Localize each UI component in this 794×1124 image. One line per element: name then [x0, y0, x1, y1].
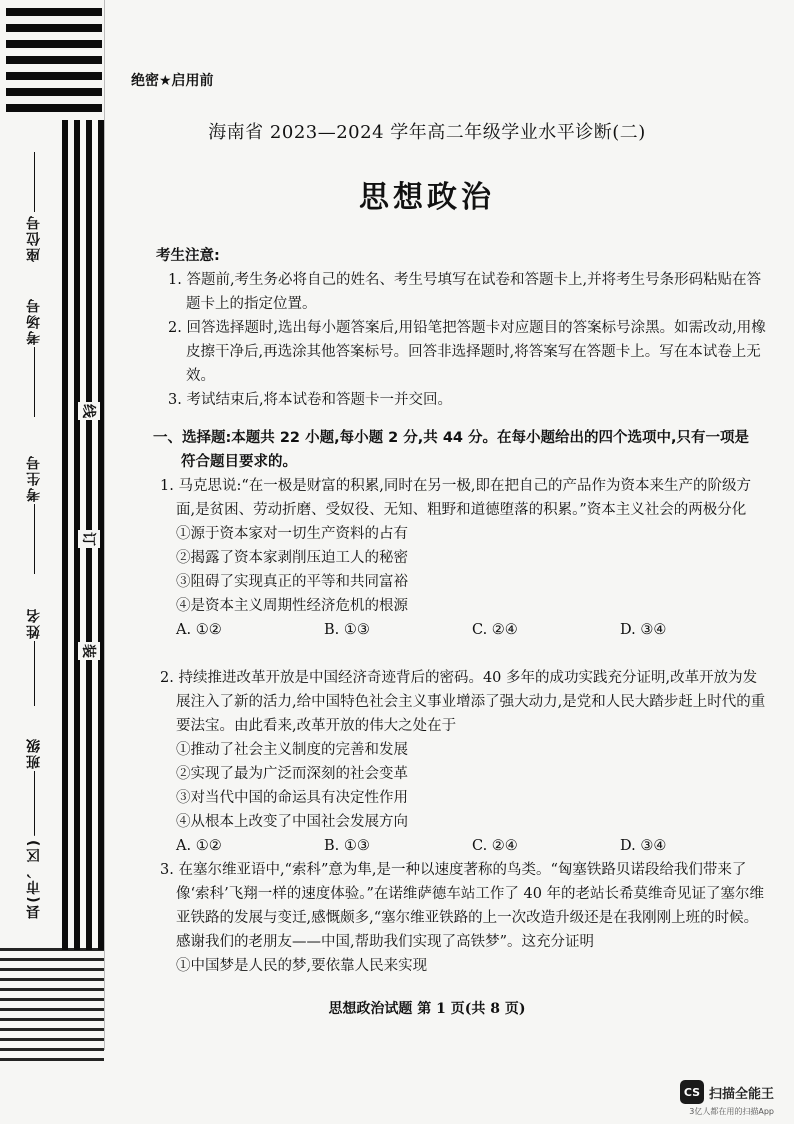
answer-choice: A. ①② [176, 838, 222, 854]
answer-choice: D. ③④ [620, 622, 667, 638]
seat-number-label: 座位号 [26, 214, 42, 262]
staple-mark: 订 [78, 530, 100, 548]
exam-room-field [14, 295, 54, 417]
scanner-watermark [680, 1080, 774, 1104]
section-heading-line: 一、选择题:本题共 22 小题,每小题 2 分,共 44 分。在每小题给出的四个选项中,只有一项是 [153, 430, 750, 446]
name-field [14, 605, 54, 706]
question-option: ④是资本主义周期性经济危机的根源 [176, 598, 408, 614]
candidate-notice [156, 244, 766, 412]
answer-choice: A. ①② [176, 622, 222, 638]
section-heading [153, 426, 763, 474]
notice-item: 3. 考试结束后,将本试卷和答题卡一并交回。 [168, 392, 453, 408]
question-option: ①中国梦是人民的梦,要依靠人民来实现 [176, 958, 428, 974]
page-footer: 思想政治试题 第 1 页(共 8 页) [328, 1001, 526, 1017]
answer-choice: C. ②④ [472, 622, 518, 638]
answer-choice: B. ①③ [324, 838, 370, 854]
camscanner-logo-icon: CS [680, 1080, 704, 1104]
binding-strip [0, 0, 106, 1124]
county-label: 县(市、区) [26, 838, 42, 919]
cut-line-mark: 线 [78, 402, 100, 420]
answer-choice: B. ①③ [324, 622, 370, 638]
question-stem: 3. 在塞尔维亚语中,“索科”意为隼,是一种以速度著称的鸟类。“匈塞铁路贝诺段给我们带来了像‘索科’飞翔一样的速度体验。”在诺维萨德车站工作了 40 年的老站长希莫维奇见证了塞尔维亚铁路的发展与变迁,感慨颇多,“塞尔维亚铁路的上一次改造升级还是在我刚刚上班的时候。感谢我们的老朋友——中国,帮助我们实现了高铁梦”。这充分证明 [160, 862, 765, 950]
question-option: ④从根本上改变了中国社会发展方向 [176, 814, 408, 830]
county-field [14, 836, 54, 921]
binding-mark: 装 [78, 642, 100, 660]
candidate-number-field [14, 452, 54, 574]
question-option: ②揭露了资本家剥削压迫工人的秘密 [176, 550, 408, 566]
question-stem: 1. 马克思说:“在一极是财富的积累,同时在另一极,即在把自己的产品作为资本来生产的阶级方面,是贫困、劳动折磨、受奴役、无知、粗野和道德堕落的积累。”资本主义社会的两极分化 [160, 478, 751, 518]
candidate-number-label: 考生号 [26, 454, 42, 502]
secret-label: 绝密★启用前 [131, 73, 214, 89]
class-field [14, 735, 54, 843]
page-title: 思想政治 [359, 180, 495, 215]
scanner-tagline: 3亿人都在用的扫描App [689, 1107, 774, 1116]
answer-choice: C. ②④ [472, 838, 518, 854]
question-option: ③阻碍了实现真正的平等和共同富裕 [176, 574, 408, 590]
question-option: ①源于资本家对一切生产资料的占有 [176, 526, 408, 542]
question-1 [160, 474, 768, 642]
name-label: 姓名 [26, 607, 42, 639]
question-stem: 2. 持续推进改革开放是中国经济奇迹背后的密码。40 多年的成功实践充分证明,改革开放为发展注入了新的活力,给中国特色社会主义事业增添了强大动力,是党和人民大踏步赶上时代的重要法宝。由此看来,改革开放的伟大之处在于 [160, 670, 766, 734]
scanner-brand-name: 扫描全能王 [708, 1086, 774, 1102]
question-3 [160, 858, 768, 978]
section-heading-line: 符合题目要求的。 [181, 454, 297, 470]
answer-choices [160, 834, 768, 858]
notice-heading: 考生注意: [156, 248, 220, 264]
question-option: ②实现了最为广泛而深刻的社会变革 [176, 766, 408, 782]
class-label: 班级 [26, 737, 42, 769]
notice-item: 2. 回答选择题时,选出每小题答案后,用铅笔把答题卡对应题目的答案标号涂黑。如需改动,用橡皮擦干净后,再选涂其他答案标号。回答非选择题时,将答案写在答题卡上。写在本试卷上无效。 [168, 320, 766, 384]
page-edge [104, 0, 105, 1050]
answer-choices [160, 618, 768, 642]
notice-item: 1. 答题前,考生务必将自己的姓名、考生号填写在试卷和答题卡上,并将考生号条形码粘贴在答题卡上的指定位置。 [168, 272, 762, 312]
answer-choice: D. ③④ [620, 838, 667, 854]
question-option: ①推动了社会主义制度的完善和发展 [176, 742, 408, 758]
exam-subtitle: 海南省 2023—2024 学年高二年级学业水平诊断(二) [208, 122, 646, 143]
binding-stripes-top [6, 8, 102, 128]
question-option: ③对当代中国的命运具有决定性作用 [176, 790, 408, 806]
exam-room-label: 考场号 [26, 297, 42, 345]
question-2 [160, 666, 768, 858]
